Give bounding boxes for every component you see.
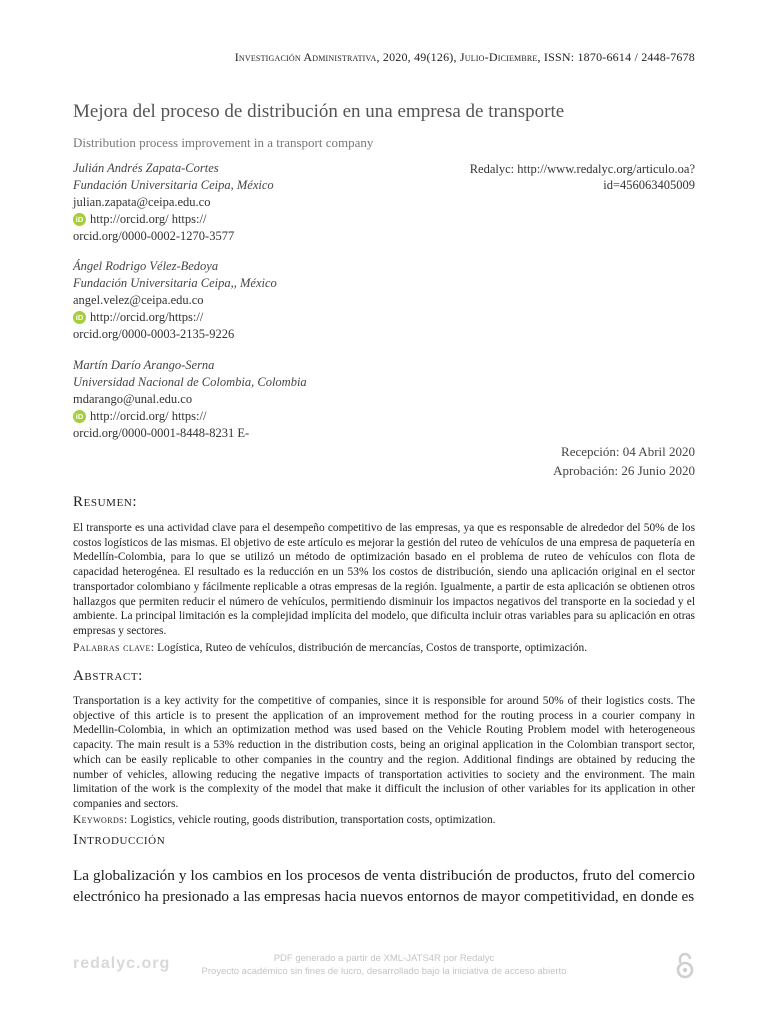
author-name: Martín Darío Arango-Serna bbox=[73, 358, 215, 372]
author-name: Ángel Rodrigo Vélez-Bedoya bbox=[73, 259, 219, 273]
author-institution: Fundación Universitaria Ceipa,, México bbox=[73, 276, 277, 290]
keywords-label: Palabras clave: bbox=[73, 642, 155, 654]
redalyc-link[interactable] bbox=[470, 161, 695, 193]
orcid-url-line-2[interactable]: orcid.org/0000-0003-2135-9226 bbox=[73, 327, 235, 341]
article-title-spanish: Mejora del proceso de distribución en una empresa de transporte bbox=[73, 101, 565, 122]
resumen-heading: Resumen: bbox=[73, 494, 138, 510]
resumen-body: El transporte es una actividad clave para el desempeño competitivo de las empresas, ya que es responsable de alrededor del 50% de los costos logísticos de las mismas. El objetivo de este artículo es mejorar la gestión del ruteo de vehículos de una empresa de paquetería en Medellín-Colombia, para lo que se utilizó un método de optimización basado en el problema de ruteo de vehículos con flota de capacidad heterogénea. El resultado es la reducción en un 53% los costos de distribución, siendo una aplicación original en el sector transportador colombiano y fácilmente replicable a otras empresas de la región. Igualmente, a partir de esta aplicación se obtienen otros hallazgos que permiten reducir el número de vehículos, permitiendo disminuir los impactos negativos del transporte en la sociedad y el ambiente. La principal limitación es la complejidad implícita del modelo, que dificulta incluir otras variables para su aplicación en otras empresas y sectores. bbox=[73, 522, 695, 637]
orcid-link[interactable] bbox=[73, 309, 277, 326]
abstract-keywords bbox=[73, 813, 695, 828]
introduccion-heading: Introducción bbox=[73, 832, 166, 848]
open-access-icon bbox=[675, 952, 695, 980]
orcid-url-line-1: http://orcid.org/ https:// bbox=[90, 212, 207, 226]
footer-line-1: PDF generado a partir de XML-JATS4R por Redalyc bbox=[273, 953, 495, 964]
introduccion-body: La globalización y los cambios en los procesos de venta distribución de productos, fruto del comercio electrónico ha presionado a las empresas hacia nuevos entornos de mayor competitividad, en donde es bbox=[73, 867, 695, 905]
author-email[interactable]: angel.velez@ceipa.edu.co bbox=[73, 293, 204, 307]
orcid-icon: iD bbox=[73, 410, 86, 423]
author-block bbox=[73, 258, 277, 343]
orcid-url-line-2[interactable]: orcid.org/0000-0001-8448-8231 E- bbox=[73, 426, 250, 440]
keywords-label: Keywords: bbox=[73, 814, 128, 826]
orcid-url-line-1: http://orcid.org/https:// bbox=[90, 310, 204, 324]
redalyc-logo: redalyc.org bbox=[73, 955, 171, 972]
orcid-link[interactable] bbox=[73, 211, 274, 228]
redalyc-line-2: id=456063405009 bbox=[603, 178, 695, 192]
author-block bbox=[73, 160, 274, 245]
orcid-link[interactable] bbox=[73, 408, 307, 425]
received-date: Recepción: 04 Abril 2020 bbox=[561, 444, 695, 459]
author-institution: Fundación Universitaria Ceipa, México bbox=[73, 178, 274, 192]
author-email[interactable]: mdarango@unal.edu.co bbox=[73, 392, 193, 406]
author-name: Julián Andrés Zapata-Cortes bbox=[73, 161, 219, 175]
abstract-body: Transportation is a key activity for the competitive of companies, since it is responsible for around 50% of their logistics costs. The objective of this article is to present the application of an improvement method for the routing process in a courier company in Medellin-Colombia, in which an optimization method was used based on the Vehicle Routing Problem model with heterogeneous capacity. The main result is a 53% reduction in the distribution costs, being an original application in the Colombian transport sector, which can be easily replicable to other companies in the country and the region. Additional findings are obtained by reducing the number of vehicles, allowing reducing the negative impacts of transportation activities to society and the environment. The main limitation of the work is the complexity of the model that make it difficult the inclusion of other variables for its application in other companies and sectors. bbox=[73, 695, 695, 810]
orcid-icon: iD bbox=[73, 213, 86, 226]
dates-block bbox=[553, 442, 695, 480]
approved-date: Aprobación: 26 Junio 2020 bbox=[553, 463, 695, 478]
journal-header: Investigación Administrativa, 2020, 49(126), Julio-Diciembre, ISSN: 1870-6614 / 2448-7678 bbox=[234, 50, 695, 64]
orcid-icon: iD bbox=[73, 311, 86, 324]
author-block bbox=[73, 357, 307, 442]
redalyc-line-1: Redalyc: http://www.redalyc.org/articulo.oa? bbox=[469, 162, 695, 176]
abstract-heading: Abstract: bbox=[73, 668, 143, 684]
author-email[interactable]: julian.zapata@ceipa.edu.co bbox=[73, 195, 211, 209]
orcid-url-line-2[interactable]: orcid.org/0000-0002-1270-3577 bbox=[73, 229, 235, 243]
footer-text bbox=[0, 952, 768, 978]
orcid-url-line-1: http://orcid.org/ https:// bbox=[90, 409, 207, 423]
author-institution: Universidad Nacional de Colombia, Colombia bbox=[73, 375, 307, 389]
footer-line-2: Proyecto académico sin fines de lucro, desarrollado bajo la iniciativa de acceso abierto bbox=[201, 966, 567, 977]
article-title-english: Distribution process improvement in a transport company bbox=[73, 135, 374, 150]
keywords-list: Logística, Ruteo de vehículos, distribución de mercancías, Costos de transporte, optimización. bbox=[154, 642, 588, 654]
page-footer bbox=[0, 952, 768, 982]
resumen-keywords bbox=[73, 641, 695, 656]
keywords-list: Logistics, vehicle routing, goods distribution, transportation costs, optimization. bbox=[127, 814, 496, 826]
